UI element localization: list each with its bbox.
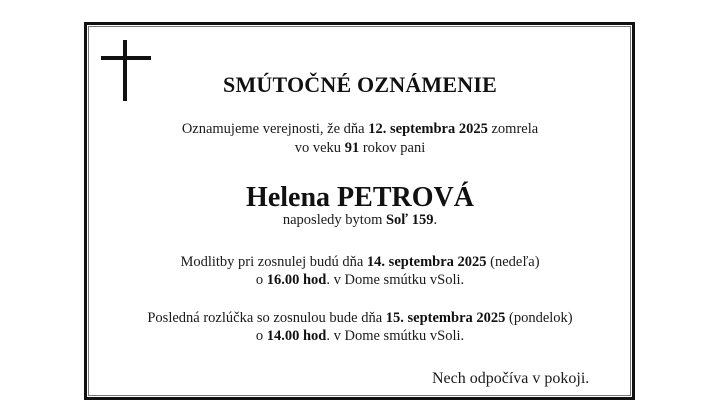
notice-title: SMÚTOČNÉ OZNÁMENIE — [223, 72, 497, 97]
prayers-line-2 — [0, 271, 720, 289]
funeral-line-1 — [0, 309, 720, 327]
funeral-date: 15. septembra 2025 — [385, 310, 506, 326]
death-date: 12. septembra 2025 — [368, 121, 488, 137]
announcement-text: Oznamujeme verejnosti, že dňa — [181, 121, 369, 137]
prayers-line-1 — [0, 253, 720, 271]
announcement-line-1 — [0, 120, 720, 138]
announcement-line-2 — [0, 139, 720, 157]
residence-text: . — [433, 212, 438, 228]
funeral-text: o — [255, 328, 267, 344]
funeral-text: (pondelok) — [505, 310, 573, 326]
prayers-text: o — [255, 272, 267, 288]
residence-text: naposledy bytom — [282, 212, 386, 228]
funeral-line-2 — [0, 327, 720, 345]
announcement-text: rokov pani — [359, 140, 426, 156]
prayers-time: 16.00 hod — [266, 272, 327, 288]
funeral-text: Posledná rozlúčka so zosnulou bude dňa — [147, 310, 386, 326]
announcement-text: vo veku — [294, 140, 345, 156]
prayers-text: . v Dome smútku vSoli. — [326, 272, 465, 288]
age: 91 — [344, 140, 360, 156]
closing-phrase: Nech odpočíva v pokoji. — [432, 370, 590, 387]
cross-horizontal-bar — [101, 56, 151, 60]
residence-line — [0, 211, 720, 229]
prayers-date: 14. septembra 2025 — [366, 254, 487, 270]
funeral-text: . v Dome smútku vSoli. — [326, 328, 465, 344]
prayers-text: Modlitby pri zosnulej budú dňa — [180, 254, 367, 270]
deceased-name: Helena PETROVÁ — [246, 182, 474, 213]
prayers-text: (nedeľa) — [486, 254, 540, 270]
funeral-time: 14.00 hod — [266, 328, 327, 344]
residence: Soľ 159 — [385, 212, 434, 228]
announcement-text: zomrela — [487, 121, 539, 137]
